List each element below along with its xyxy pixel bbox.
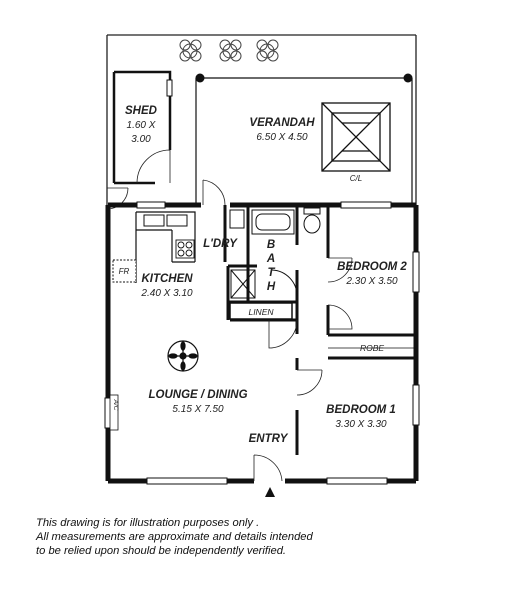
verandah-dims: 6.50 X 4.50 bbox=[256, 132, 308, 143]
lounge-label: LOUNGE / DINING bbox=[148, 389, 248, 401]
verandah-label: VERANDAH bbox=[249, 117, 315, 129]
shed-window bbox=[167, 80, 172, 96]
disclaimer-line: All measurements are approximate and details intended bbox=[36, 531, 313, 543]
shed-dims-line1: 1.60 X bbox=[126, 120, 156, 131]
bath-letter: T bbox=[267, 267, 275, 279]
clothesline-icon bbox=[322, 103, 390, 171]
bedroom1-label: BEDROOM 1 bbox=[326, 404, 396, 416]
verandah-post bbox=[404, 74, 413, 83]
aircon-label: A/C bbox=[112, 399, 119, 411]
kitchen-sink bbox=[144, 215, 187, 226]
entry-arrow-icon bbox=[265, 487, 275, 497]
linen-label: LINEN bbox=[248, 307, 274, 317]
shed-label: SHED bbox=[125, 105, 157, 117]
laundry-label: L'DRY bbox=[203, 238, 237, 250]
entry-label: ENTRY bbox=[248, 433, 288, 445]
fridge-label: FR bbox=[118, 267, 130, 276]
bedroom2-label: BEDROOM 2 bbox=[337, 261, 407, 273]
lounge-dims: 5.15 X 7.50 bbox=[172, 404, 224, 415]
shrub-icon bbox=[180, 40, 201, 61]
bath-letter: H bbox=[266, 281, 276, 293]
shrub-icon bbox=[220, 40, 241, 61]
shed-dims-line2: 3.00 bbox=[131, 134, 151, 145]
ceiling-fan-icon bbox=[168, 341, 198, 371]
shed-door-swing bbox=[137, 150, 170, 183]
bedroom2-dims: 2.30 X 3.50 bbox=[346, 276, 398, 287]
shrub-icons bbox=[180, 40, 278, 61]
disclaimer-line: to be relied upon should be independently verified. bbox=[36, 545, 287, 557]
disclaimer-line: This drawing is for illustration purposes only . bbox=[36, 517, 260, 529]
robe-label: ROBE bbox=[359, 343, 385, 353]
ceiling-line-label: C/L bbox=[349, 174, 363, 183]
verandah-post bbox=[196, 74, 205, 83]
bedroom1-dims: 3.30 X 3.30 bbox=[335, 419, 387, 430]
kitchen-dims: 2.40 X 3.10 bbox=[141, 288, 193, 299]
kitchen-label: KITCHEN bbox=[141, 273, 193, 285]
laundry-tub bbox=[230, 210, 244, 228]
shrub-icon bbox=[257, 40, 278, 61]
laundry-door-swing bbox=[203, 180, 225, 205]
interior-walls bbox=[225, 205, 416, 455]
bath-letter: A bbox=[266, 253, 276, 265]
cooktop-icon bbox=[176, 240, 194, 258]
disclaimer bbox=[36, 516, 496, 558]
bath-letter: B bbox=[266, 239, 276, 251]
